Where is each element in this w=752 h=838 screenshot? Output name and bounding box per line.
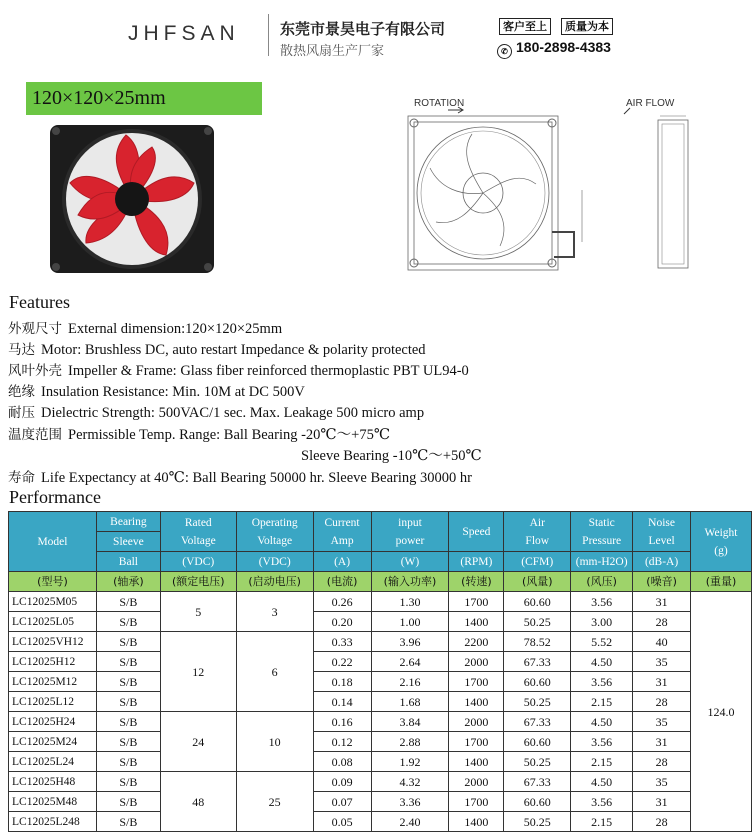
feature-item xyxy=(301,444,482,465)
cell-rated-voltage: 24 xyxy=(160,712,236,772)
cell-model: LC12025L24 xyxy=(9,752,97,772)
cell-model: LC12025M48 xyxy=(9,792,97,812)
cell-pressure: 4.50 xyxy=(571,772,633,792)
cell-airflow: 78.52 xyxy=(504,632,571,652)
cn-header: (轴承) xyxy=(96,572,160,592)
feature-text: Motor: Brushless DC, auto restart Impedance & polarity protected xyxy=(41,342,426,358)
cell-weight: 124.0 xyxy=(691,592,752,832)
cell-pressure: 2.15 xyxy=(571,752,633,772)
unit-airflow: (CFM) xyxy=(504,552,571,572)
header-sleeve: Sleeve xyxy=(96,532,160,552)
page-header xyxy=(0,0,752,70)
cell-power: 3.36 xyxy=(371,792,449,812)
cell-rated-voltage: 48 xyxy=(160,772,236,832)
cell-speed: 1700 xyxy=(449,732,504,752)
cell-airflow: 67.33 xyxy=(504,712,571,732)
performance-table xyxy=(8,511,752,832)
cell-power: 2.88 xyxy=(371,732,449,752)
cell-bearing: S/B xyxy=(96,712,160,732)
unit-noise: (dB-A) xyxy=(633,552,691,572)
table-row xyxy=(9,632,752,652)
cell-model: LC12025M05 xyxy=(9,592,97,612)
unit-speed: (RPM) xyxy=(449,552,504,572)
cell-bearing: S/B xyxy=(96,612,160,632)
airflow-label: AIR FLOW xyxy=(626,98,675,109)
cell-pressure: 3.00 xyxy=(571,612,633,632)
cell-bearing: S/B xyxy=(96,792,160,812)
unit-power: (W) xyxy=(371,552,449,572)
feature-item xyxy=(8,423,390,444)
cell-bearing: S/B xyxy=(96,652,160,672)
cell-pressure: 3.56 xyxy=(571,732,633,752)
table-row xyxy=(9,672,752,692)
unit-operating: (VDC) xyxy=(236,552,313,572)
cell-speed: 1400 xyxy=(449,752,504,772)
performance-title: Performance xyxy=(9,487,101,507)
header-airflow: Air Flow xyxy=(504,512,571,552)
cell-current: 0.26 xyxy=(313,592,371,612)
feature-item xyxy=(8,380,305,401)
feature-text: Sleeve Bearing -10℃～+50℃ xyxy=(301,448,482,464)
cell-airflow: 60.60 xyxy=(504,732,571,752)
brand-logo: JHFSAN xyxy=(128,22,240,45)
dimension-label: 120×120×25mm xyxy=(26,82,262,115)
cn-header: (输入功率) xyxy=(371,572,449,592)
cell-model: LC12025H48 xyxy=(9,772,97,792)
cell-power: 2.64 xyxy=(371,652,449,672)
cn-header: (风压) xyxy=(571,572,633,592)
feature-cn-label: 外观尺寸 xyxy=(8,321,62,337)
cell-current: 0.12 xyxy=(313,732,371,752)
cn-header: (电流) xyxy=(313,572,371,592)
cell-airflow: 50.25 xyxy=(504,752,571,772)
feature-text: Insulation Resistance: Min. 10M at DC 500V xyxy=(41,384,305,400)
header-rated-voltage: Rated Voltage xyxy=(160,512,236,552)
badge-customer-first: 客户至上 xyxy=(499,18,551,35)
feature-text: Impeller & Frame: Glass fiber reinforced thermoplastic PBT UL94-0 xyxy=(68,363,469,379)
feature-item xyxy=(8,466,472,487)
header-operating-voltage: Operating Voltage xyxy=(236,512,313,552)
unit-current: (A) xyxy=(313,552,371,572)
cell-speed: 1700 xyxy=(449,592,504,612)
header-speed: Speed xyxy=(449,512,504,552)
cell-noise: 28 xyxy=(633,812,691,832)
cell-speed: 1700 xyxy=(449,792,504,812)
cn-header: (启动电压) xyxy=(236,572,313,592)
cell-current: 0.08 xyxy=(313,752,371,772)
cell-operating-voltage: 10 xyxy=(236,712,313,772)
cell-bearing: S/B xyxy=(96,632,160,652)
feature-item xyxy=(8,338,426,359)
feature-cn-label: 寿命 xyxy=(8,470,35,486)
cn-header: (型号) xyxy=(9,572,97,592)
cell-bearing: S/B xyxy=(96,812,160,832)
cell-speed: 1400 xyxy=(449,612,504,632)
badge-quality-first: 质量为本 xyxy=(561,18,613,35)
phone-number xyxy=(497,39,611,59)
cell-speed: 2000 xyxy=(449,652,504,672)
feature-cn-label: 风叶外壳 xyxy=(8,363,62,379)
header-bearing: Bearing xyxy=(96,512,160,532)
cn-header: (风量) xyxy=(504,572,571,592)
cn-header: (重量) xyxy=(691,572,752,592)
features-title: Features xyxy=(9,292,70,312)
cell-speed: 2000 xyxy=(449,712,504,732)
cell-speed: 1700 xyxy=(449,672,504,692)
cell-current: 0.09 xyxy=(313,772,371,792)
header-model: Model xyxy=(9,512,97,572)
cell-airflow: 67.33 xyxy=(504,652,571,672)
unit-rated: (VDC) xyxy=(160,552,236,572)
feature-item xyxy=(8,359,469,380)
cell-noise: 35 xyxy=(633,772,691,792)
table-row xyxy=(9,792,752,812)
table-row xyxy=(9,592,752,612)
cell-speed: 1400 xyxy=(449,692,504,712)
cell-noise: 31 xyxy=(633,732,691,752)
cn-header-row xyxy=(9,572,752,592)
company-name: 东莞市景昊电子有限公司 xyxy=(280,20,446,38)
cell-power: 1.30 xyxy=(371,592,449,612)
table-row xyxy=(9,692,752,712)
cell-current: 0.22 xyxy=(313,652,371,672)
cell-pressure: 3.56 xyxy=(571,592,633,612)
cell-current: 0.05 xyxy=(313,812,371,832)
cell-bearing: S/B xyxy=(96,772,160,792)
cell-power: 3.96 xyxy=(371,632,449,652)
cell-current: 0.16 xyxy=(313,712,371,732)
cell-airflow: 50.25 xyxy=(504,612,571,632)
header-divider xyxy=(268,14,269,56)
performance-body xyxy=(9,592,752,832)
cell-model: LC12025L248 xyxy=(9,812,97,832)
cn-header: (噪音) xyxy=(633,572,691,592)
cell-noise: 35 xyxy=(633,652,691,672)
cell-pressure: 2.15 xyxy=(571,812,633,832)
cell-speed: 1400 xyxy=(449,812,504,832)
cell-operating-voltage: 6 xyxy=(236,632,313,712)
cell-noise: 28 xyxy=(633,612,691,632)
cell-speed: 2000 xyxy=(449,772,504,792)
cell-bearing: S/B xyxy=(96,752,160,772)
cell-airflow: 60.60 xyxy=(504,592,571,612)
unit-pressure: (mm-H2O) xyxy=(571,552,633,572)
cell-bearing: S/B xyxy=(96,672,160,692)
cell-current: 0.07 xyxy=(313,792,371,812)
feature-cn-label: 绝缘 xyxy=(8,384,35,400)
table-row xyxy=(9,652,752,672)
header-noise: Noise Level xyxy=(633,512,691,552)
cn-header: (额定电压) xyxy=(160,572,236,592)
cell-bearing: S/B xyxy=(96,732,160,752)
cell-power: 1.00 xyxy=(371,612,449,632)
cell-noise: 28 xyxy=(633,752,691,772)
cell-model: LC12025M24 xyxy=(9,732,97,752)
header-ball: Ball xyxy=(96,552,160,572)
cell-noise: 28 xyxy=(633,692,691,712)
cell-power: 2.40 xyxy=(371,812,449,832)
cell-noise: 35 xyxy=(633,712,691,732)
feature-text: External dimension:120×120×25mm xyxy=(68,321,283,337)
header-input-power: input power xyxy=(371,512,449,552)
cell-noise: 40 xyxy=(633,632,691,652)
cell-model: LC12025M12 xyxy=(9,672,97,692)
cell-airflow: 60.60 xyxy=(504,672,571,692)
header-static-pressure: Static Pressure xyxy=(571,512,633,552)
feature-item xyxy=(8,317,282,338)
cell-power: 1.68 xyxy=(371,692,449,712)
company-tagline: 散热风扇生产厂家 xyxy=(280,44,385,59)
feature-cn-label: 马达 xyxy=(8,342,35,358)
cell-operating-voltage: 25 xyxy=(236,772,313,832)
fan-image xyxy=(48,125,216,273)
table-row xyxy=(9,612,752,632)
cell-airflow: 50.25 xyxy=(504,812,571,832)
cell-pressure: 3.56 xyxy=(571,672,633,692)
cell-operating-voltage: 3 xyxy=(236,592,313,632)
cell-bearing: S/B xyxy=(96,592,160,612)
cell-noise: 31 xyxy=(633,792,691,812)
table-row xyxy=(9,772,752,792)
table-row xyxy=(9,752,752,772)
feature-text: Dielectric Strength: 500VAC/1 sec. Max. Leakage 500 micro amp xyxy=(41,405,425,421)
cell-noise: 31 xyxy=(633,672,691,692)
cell-speed: 2200 xyxy=(449,632,504,652)
cn-header: (转速) xyxy=(449,572,504,592)
cell-power: 3.84 xyxy=(371,712,449,732)
cell-current: 0.20 xyxy=(313,612,371,632)
cell-model: LC12025VH12 xyxy=(9,632,97,652)
feature-cn-label: 温度范围 xyxy=(8,427,62,443)
cell-rated-voltage: 12 xyxy=(160,632,236,712)
cell-power: 1.92 xyxy=(371,752,449,772)
cell-model: LC12025H12 xyxy=(9,652,97,672)
feature-text: Life Expectancy at 40℃: Ball Bearing 50000 hr. Sleeve Bearing 30000 hr xyxy=(41,470,472,486)
feature-cn-label: 耐压 xyxy=(8,405,35,421)
cell-pressure: 4.50 xyxy=(571,652,633,672)
header-current: Current Amp xyxy=(313,512,371,552)
cell-airflow: 50.25 xyxy=(504,692,571,712)
cell-model: LC12025L05 xyxy=(9,612,97,632)
phone-icon: ✆ xyxy=(497,44,512,59)
cell-power: 2.16 xyxy=(371,672,449,692)
technical-drawing xyxy=(360,92,710,277)
table-row xyxy=(9,732,752,752)
cell-rated-voltage: 5 xyxy=(160,592,236,632)
feature-item xyxy=(8,401,424,422)
table-row xyxy=(9,812,752,832)
cell-bearing: S/B xyxy=(96,692,160,712)
feature-text: Permissible Temp. Range: Ball Bearing -20℃～+75℃ xyxy=(68,427,391,443)
cell-power: 4.32 xyxy=(371,772,449,792)
cell-model: LC12025L12 xyxy=(9,692,97,712)
cell-current: 0.33 xyxy=(313,632,371,652)
rotation-label: ROTATION xyxy=(414,98,465,109)
cell-current: 0.14 xyxy=(313,692,371,712)
cell-airflow: 60.60 xyxy=(504,792,571,812)
cell-noise: 31 xyxy=(633,592,691,612)
table-row xyxy=(9,712,752,732)
phone-text: 180-2898-4383 xyxy=(516,39,611,55)
cell-airflow: 67.33 xyxy=(504,772,571,792)
header-weight: Weight (g) xyxy=(691,512,752,572)
cell-pressure: 5.52 xyxy=(571,632,633,652)
cell-pressure: 3.56 xyxy=(571,792,633,812)
cell-pressure: 4.50 xyxy=(571,712,633,732)
cell-current: 0.18 xyxy=(313,672,371,692)
cell-model: LC12025H24 xyxy=(9,712,97,732)
cell-pressure: 2.15 xyxy=(571,692,633,712)
